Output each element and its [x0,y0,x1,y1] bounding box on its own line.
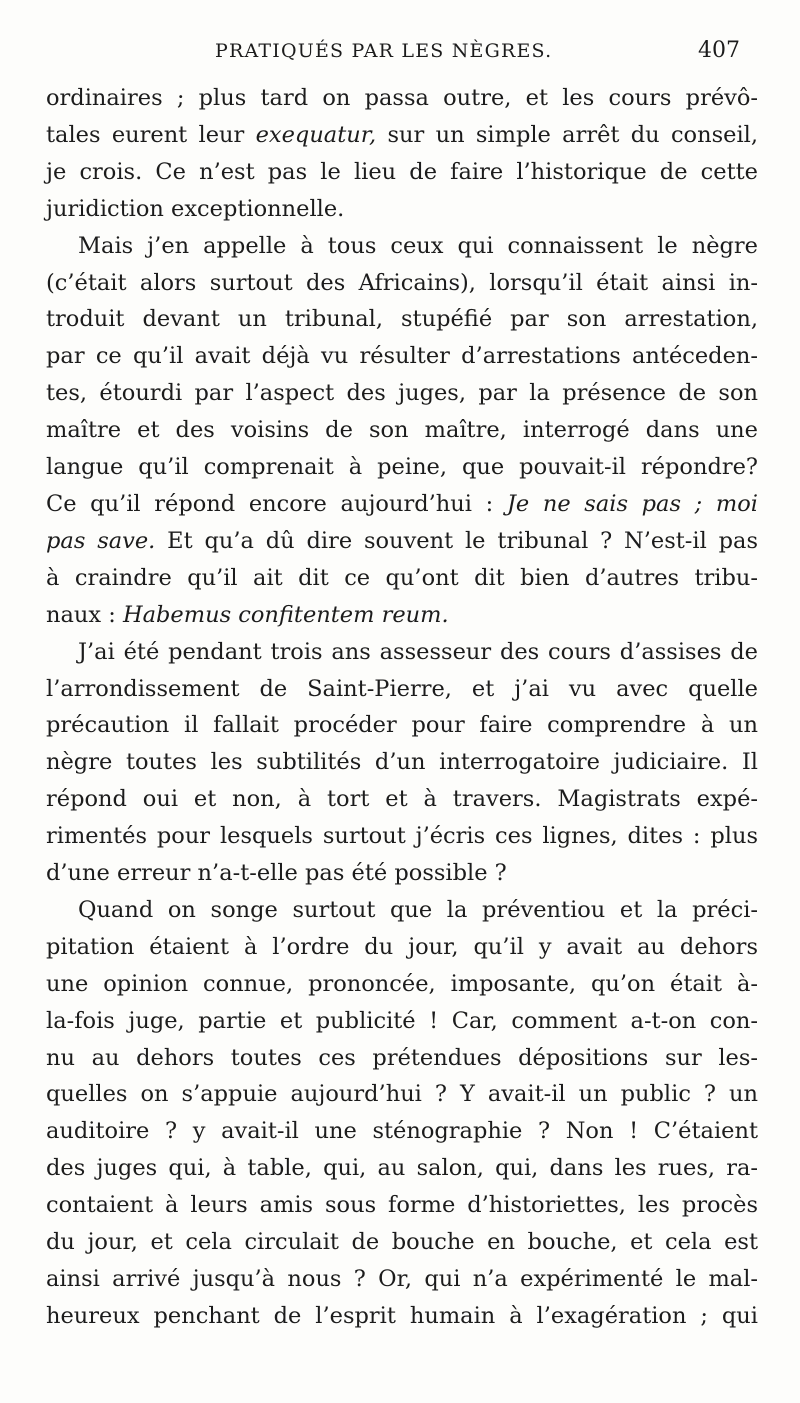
running-title: PRATIQUÉS PAR LES NÈGRES. [215,40,553,62]
text-line [46,265,758,302]
page-header [0,38,800,68]
text-line [46,671,758,708]
text-segment: précaution il fallait procéder pour faire comprendre à un [46,712,758,739]
text-segment: des juges qui, à table, qui, au salon, qui, dans les rues, ra- [46,1155,758,1182]
text-segment: Mais j’en appelle à tous ceux qui connaissent le nègre [78,232,758,259]
text-segment: contaient à leurs amis sous forme d’historiettes, les procès [46,1192,758,1219]
text-line [46,1113,758,1150]
page-number: 407 [698,38,740,63]
text-segment: maître et des voisins de son maître, interrogé dans une [46,417,758,444]
text-line [46,1298,758,1335]
text-segment: tales eurent leur [46,121,256,148]
text-line [46,375,758,412]
text-line [46,154,758,191]
text-line [46,228,758,265]
text-line [46,1187,758,1224]
italic-text: Je ne sais pas ; moi [506,490,758,517]
text-line [46,597,758,634]
text-line [46,1003,758,1040]
text-line [46,523,758,560]
text-segment: la-fois juge, partie et publicité ! Car, comment a-t-on con- [46,1007,758,1034]
text-line [46,892,758,929]
text-segment: par ce qu’il avait déjà vu résulter d’arrestations antéceden- [46,343,758,370]
text-segment: quelles on s’appuie aujourd’hui ? Y avait-il un public ? un [46,1081,758,1108]
text-segment: troduit devant un tribunal, stupéfié par son arrestation, [46,306,758,333]
text-segment: une opinion connue, prononcée, imposante, qu’on était à- [46,970,758,997]
italic-text: Habemus confitentem reum. [122,601,449,628]
text-segment: l’arrondissement de Saint-Pierre, et j’ai vu avec quelle [46,675,758,702]
text-line [46,1261,758,1298]
text-line [46,560,758,597]
text-line [46,486,758,523]
text-segment: juridiction exceptionnelle. [46,195,345,222]
italic-text: pas save. [46,527,156,554]
text-line [46,707,758,744]
text-segment: ordinaires ; plus tard on passa outre, et les cours prévô- [46,85,758,111]
text-segment: ainsi arrivé jusqu’à nous ? Or, qui n’a expérimenté le mal- [46,1266,758,1292]
text-segment: répond oui et non, à tort et à travers. Magistrats expé- [46,786,758,813]
text-segment: je crois. Ce n’est pas le lieu de faire l’historique de cette [46,158,758,185]
text-line [46,1150,758,1187]
text-line [46,781,758,818]
text-line [46,929,758,966]
text-segment: du jour, et cela circulait de bouche en bouche, et cela est [46,1229,758,1256]
text-segment: d’une erreur n’a-t-elle pas été possible ? [46,860,507,887]
text-line [46,966,758,1003]
text-segment: Ce qu’il répond encore aujourd’hui : [46,490,507,517]
text-segment: nègre toutes les subtilités d’un interrogatoire judiciaire. Il [46,749,758,776]
text-segment: nu au dehors toutes ces prétendues dépositions sur les- [46,1044,758,1071]
text-segment: auditoire ? y avait-il une sténographie ? Non ! C’étaient [46,1118,758,1145]
text-segment: J’ai été pendant trois ans assesseur des cours d’assises de [78,638,758,665]
text-line [46,449,758,486]
text-line [46,191,758,228]
text-segment: heureux penchant de l’esprit humain à l’exagération ; qui [46,1302,758,1329]
text-line [46,412,758,449]
text-line [46,855,758,892]
text-segment: Quand on songe surtout que la préventiou et la préci- [78,896,758,923]
text-line [46,744,758,781]
text-segment: à craindre qu’il ait dit ce qu’ont dit bien d’autres tribu- [46,564,758,591]
text-line [46,818,758,855]
text-segment: pitation étaient à l’ordre du jour, qu’il y avait au dehors [46,933,758,960]
text-segment: naux : [46,601,123,628]
body-text [46,80,758,1335]
text-segment: tes, étourdi par l’aspect des juges, par la présence de son [46,380,758,407]
text-line [46,634,758,671]
text-segment: sur un simple arrêt du conseil, [376,121,759,148]
text-segment: (c’était alors surtout des Africains), lorsqu’il était ainsi in- [46,269,758,296]
text-line [46,301,758,338]
text-line [46,338,758,375]
text-line [46,117,758,154]
text-segment: rimentés pour lesquels surtout j’écris ces lignes, dites : plus [46,823,758,850]
text-line [46,80,758,117]
text-segment: langue qu’il comprenait à peine, que pouvait-il répondre? [46,454,758,481]
text-line [46,1224,758,1261]
text-line [46,1076,758,1113]
text-line [46,1040,758,1077]
text-segment: Et qu’a dû dire souvent le tribunal ? N’est-il pas [155,527,758,554]
italic-text: exequatur, [255,121,377,148]
